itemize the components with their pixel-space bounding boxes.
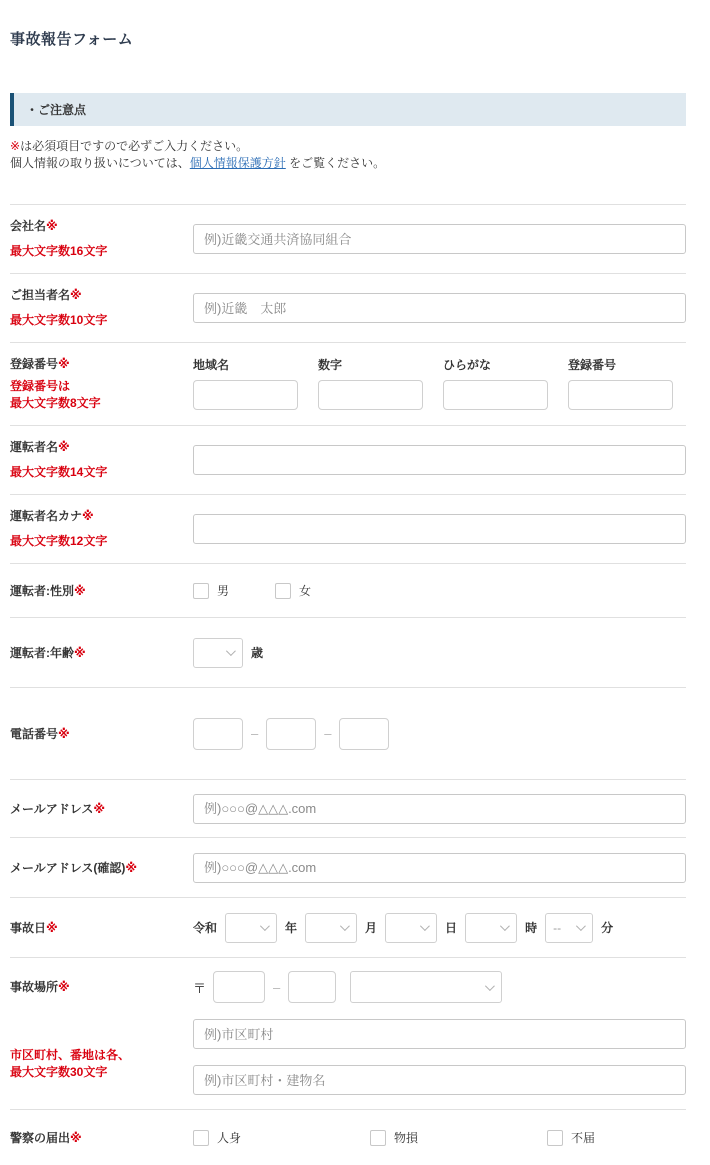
phone-label-col (10, 726, 193, 742)
field-row-accident-place (10, 957, 686, 1109)
field-row-driver-kana (10, 494, 686, 563)
required-mark: ※ (74, 645, 86, 660)
postal-separator: – (273, 979, 281, 995)
field-row-contact (10, 273, 686, 342)
hour-select[interactable] (465, 913, 517, 943)
month-unit: 月 (365, 921, 378, 935)
accident-place-hint-2: 最大文字数30文字 (10, 1065, 108, 1079)
form (10, 204, 686, 1165)
required-mark: ※ (74, 583, 86, 598)
contact-input[interactable] (193, 293, 686, 323)
email-confirm-input[interactable] (193, 853, 686, 883)
female-checkbox-label: 女 (299, 584, 312, 598)
age-suffix: 歳 (251, 646, 264, 660)
notice-line-1-text: は必須項目ですので必ずご入力ください。 (20, 139, 249, 153)
phone-input-3[interactable] (339, 718, 389, 750)
phone-input-1[interactable] (193, 718, 243, 750)
police-label-text: 警察の届出 (10, 1130, 71, 1145)
driver-name-label-col (10, 439, 193, 481)
accident-place-label-text: 事故場所 (10, 980, 59, 994)
field-row-company (10, 204, 686, 273)
notice-line-1 (10, 138, 686, 155)
police-option-injury[interactable] (193, 1129, 370, 1146)
accident-place-hint-1: 市区町村、番地は各、 (10, 1048, 131, 1062)
chevron-down-icon (260, 921, 270, 931)
email-label-text: メールアドレス (10, 801, 94, 816)
field-row-age (10, 617, 686, 687)
phone-label-text: 電話番号 (10, 726, 59, 741)
company-hint: 最大文字数16文字 (10, 244, 108, 258)
required-mark: ※ (70, 1130, 82, 1145)
chevron-down-icon (420, 921, 430, 931)
police-option-property[interactable] (370, 1129, 547, 1146)
police-label (10, 1130, 193, 1146)
field-row-gender (10, 563, 686, 617)
chevron-down-icon (576, 921, 586, 931)
chevron-down-icon (500, 921, 510, 931)
year-unit: 年 (285, 921, 298, 935)
chevron-down-icon (485, 981, 495, 991)
building-input[interactable] (193, 1065, 686, 1095)
driver-name-input[interactable] (193, 445, 686, 475)
postal-code-input-2[interactable] (288, 971, 336, 1003)
age-label-text: 運転者:年齢 (10, 645, 74, 660)
email-confirm-label (10, 860, 193, 876)
registration-groups (193, 356, 686, 410)
postal-code-input-1[interactable] (213, 971, 265, 1003)
registration-hint-2: 最大文字数8文字 (10, 396, 101, 410)
required-mark: ※ (125, 860, 138, 875)
required-mark: ※ (82, 509, 94, 523)
email-confirm-label-text: メールアドレス(確認) (10, 860, 126, 875)
required-mark: ※ (10, 139, 21, 153)
required-mark: ※ (58, 357, 70, 371)
driver-name-label-text: 運転者名 (10, 440, 59, 454)
notice-text (10, 138, 686, 172)
postal-mark: 〒 (193, 980, 207, 996)
postal-code-line (193, 971, 686, 1003)
registration-hint-1: 登録番号は (10, 379, 71, 393)
contact-label (10, 287, 193, 303)
minute-select-value: -- (553, 920, 562, 935)
privacy-policy-link[interactable]: 個人情報保護方針 (189, 156, 286, 170)
phone-separator: – (251, 726, 259, 741)
registration-hiragana-input[interactable] (443, 380, 548, 410)
phone-separator: – (324, 726, 332, 741)
driver-kana-input[interactable] (193, 514, 686, 544)
minute-unit: 分 (601, 921, 614, 935)
required-mark: ※ (58, 980, 70, 994)
registration-plate-input[interactable] (568, 380, 673, 410)
prefecture-select[interactable] (350, 971, 502, 1003)
accident-place-label-col (10, 971, 193, 1081)
age-label-col (10, 645, 193, 661)
registration-number-input[interactable] (318, 380, 423, 410)
page-title: 事故報告フォーム (10, 31, 134, 48)
driver-kana-hint: 最大文字数12文字 (10, 534, 108, 548)
registration-region-input[interactable] (193, 380, 298, 410)
required-mark: ※ (58, 726, 70, 741)
hour-unit: 時 (525, 921, 538, 935)
field-row-phone (10, 687, 686, 779)
city-input[interactable] (193, 1019, 686, 1049)
field-row-registration (10, 342, 686, 425)
day-unit: 日 (445, 921, 458, 935)
accident-report-form-page (0, 28, 710, 1165)
gender-label-col (10, 583, 193, 599)
phone-input-2[interactable] (266, 718, 316, 750)
driver-name-hint: 最大文字数14文字 (10, 465, 108, 479)
police-label-col (10, 1130, 193, 1146)
contact-hint: 最大文字数10文字 (10, 313, 108, 327)
registration-hiragana-group (443, 356, 548, 410)
police-option-unreported[interactable] (547, 1129, 595, 1146)
field-row-accident-date (10, 897, 686, 957)
required-mark: ※ (58, 440, 70, 454)
male-checkbox-label: 男 (217, 584, 230, 598)
gender-option-male[interactable] (193, 582, 275, 599)
accident-date-label (10, 920, 193, 936)
company-label (10, 218, 193, 234)
required-mark: ※ (70, 288, 82, 302)
field-row-email-confirm (10, 837, 686, 897)
contact-label-col (10, 287, 193, 329)
registration-label-col (10, 356, 193, 412)
gender-label (10, 583, 193, 599)
field-row-police (10, 1109, 686, 1165)
day-select[interactable] (385, 913, 437, 943)
registration-number-group (318, 356, 423, 410)
notice-heading: ・ご注意点 (10, 93, 686, 126)
injury-checkbox-label: 人身 (217, 1131, 242, 1145)
email-label (10, 801, 193, 817)
gender-option-female[interactable] (275, 582, 311, 599)
age-label (10, 645, 193, 661)
driver-kana-label-col (10, 508, 193, 550)
contact-label-text: ご担当者名 (10, 288, 71, 302)
driver-kana-label (10, 508, 193, 524)
unreported-checkbox[interactable] (547, 1130, 563, 1146)
registration-region-label: 地域名 (193, 358, 230, 372)
accident-place-label (10, 979, 193, 995)
email-label-col (10, 801, 193, 817)
registration-hiragana-label: ひらがな (443, 358, 492, 372)
registration-plate-group (568, 356, 673, 410)
male-checkbox[interactable] (193, 583, 209, 599)
property-checkbox-label: 物損 (394, 1131, 419, 1145)
registration-label (10, 356, 193, 372)
registration-label-text: 登録番号 (10, 357, 59, 371)
minute-select[interactable] (545, 913, 593, 943)
injury-checkbox[interactable] (193, 1130, 209, 1146)
registration-region-group (193, 356, 298, 410)
field-row-driver-name (10, 425, 686, 494)
chevron-down-icon (226, 646, 236, 656)
unreported-checkbox-label: 不届 (571, 1131, 596, 1145)
email-input[interactable] (193, 794, 686, 824)
company-input[interactable] (193, 224, 686, 254)
required-mark: ※ (46, 219, 58, 233)
email-confirm-label-col (10, 860, 193, 876)
month-select[interactable] (305, 913, 357, 943)
era-label: 令和 (193, 921, 218, 935)
accident-date-label-col (10, 920, 193, 936)
property-checkbox[interactable] (370, 1130, 386, 1146)
notice-line-2-before: 個人情報の取り扱いについては、 (10, 156, 190, 170)
phone-label (10, 726, 193, 742)
notice-line-2 (10, 155, 686, 172)
age-select[interactable] (193, 638, 243, 668)
required-mark: ※ (46, 920, 58, 935)
company-label-text: 会社名 (10, 219, 47, 233)
field-row-email (10, 779, 686, 837)
female-checkbox[interactable] (275, 583, 291, 599)
registration-number-label: 数字 (318, 358, 343, 372)
driver-kana-label-text: 運転者名カナ (10, 509, 83, 523)
gender-label-text: 運転者:性別 (10, 583, 74, 598)
driver-name-label (10, 439, 193, 455)
required-mark: ※ (93, 801, 106, 816)
company-label-col (10, 218, 193, 260)
year-select[interactable] (225, 913, 277, 943)
notice-line-2-after: をご覧ください。 (285, 156, 386, 170)
chevron-down-icon (340, 921, 350, 931)
accident-date-label-text: 事故日 (10, 920, 47, 935)
registration-plate-label: 登録番号 (568, 358, 617, 372)
